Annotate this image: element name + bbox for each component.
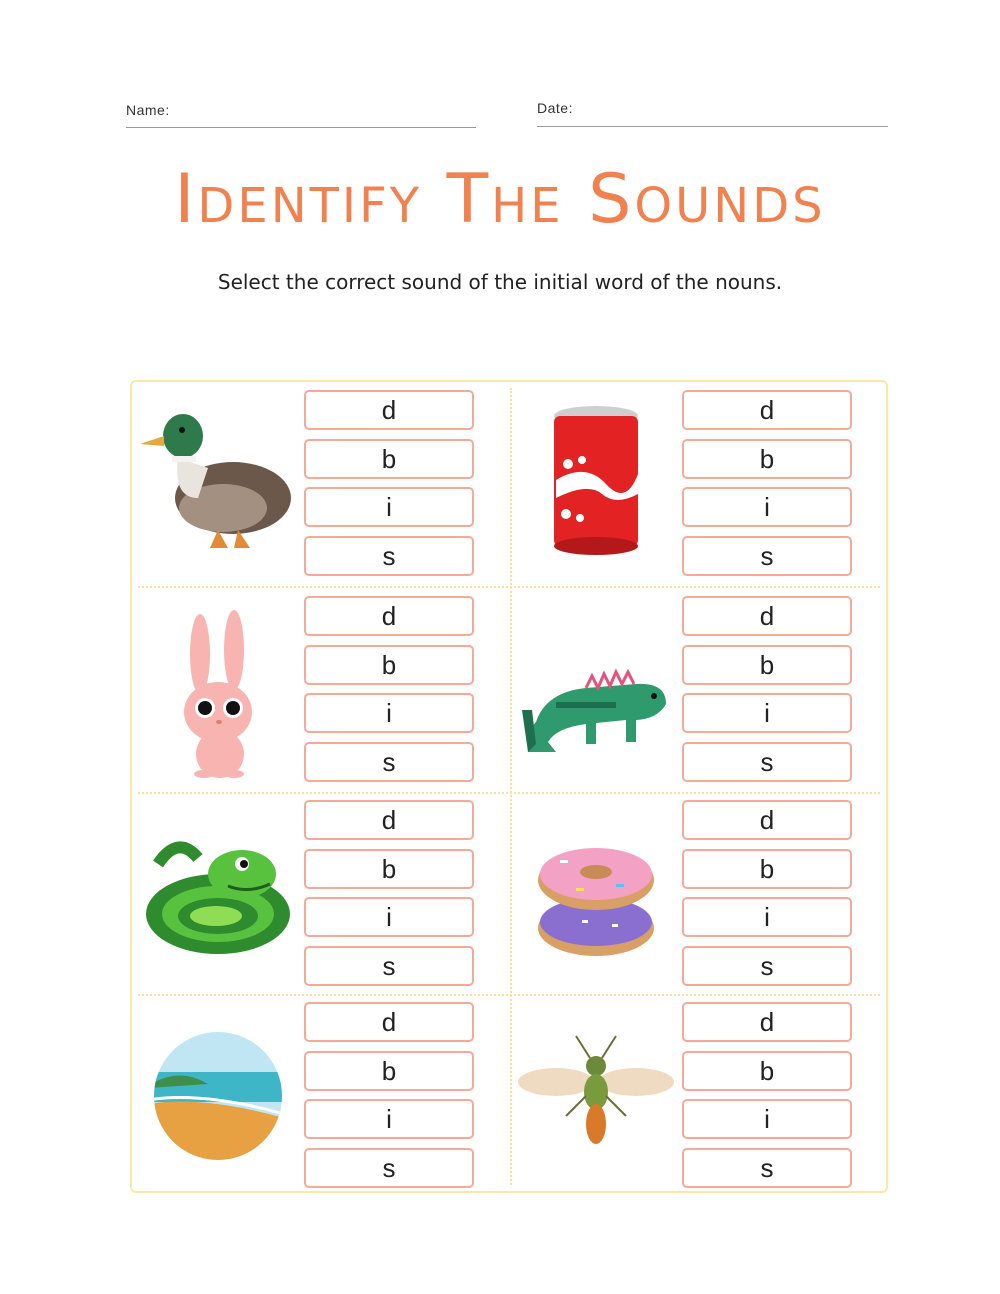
option-i[interactable]: i bbox=[304, 487, 474, 527]
option-group bbox=[304, 1002, 474, 1196]
exercise-item-2 bbox=[510, 382, 886, 586]
name-label: Name: bbox=[126, 102, 170, 118]
option-d[interactable]: d bbox=[304, 596, 474, 636]
option-i[interactable]: i bbox=[682, 897, 852, 937]
exercise-item-5 bbox=[132, 794, 508, 994]
option-d[interactable]: d bbox=[682, 390, 852, 430]
option-i[interactable]: i bbox=[682, 693, 852, 733]
option-d[interactable]: d bbox=[682, 596, 852, 636]
exercise-item-6 bbox=[510, 794, 886, 994]
duck-icon bbox=[138, 398, 298, 558]
insect-icon bbox=[516, 1026, 676, 1166]
option-i[interactable]: i bbox=[304, 693, 474, 733]
option-s[interactable]: s bbox=[304, 946, 474, 986]
option-b[interactable]: b bbox=[682, 849, 852, 889]
option-b[interactable]: b bbox=[304, 1051, 474, 1091]
exercise-grid bbox=[130, 380, 888, 1193]
option-d[interactable]: d bbox=[304, 1002, 474, 1042]
option-i[interactable]: i bbox=[682, 487, 852, 527]
exercise-item-1 bbox=[132, 382, 508, 586]
option-d[interactable]: d bbox=[304, 390, 474, 430]
bunny-icon bbox=[138, 604, 298, 784]
option-i[interactable]: i bbox=[682, 1099, 852, 1139]
option-i[interactable]: i bbox=[304, 897, 474, 937]
option-group bbox=[304, 800, 474, 994]
option-group bbox=[682, 1002, 852, 1196]
soda-can-icon bbox=[516, 402, 676, 562]
option-group bbox=[304, 390, 474, 584]
exercise-item-4 bbox=[510, 588, 886, 792]
date-field[interactable] bbox=[537, 126, 888, 127]
exercise-item-3 bbox=[132, 588, 508, 792]
option-s[interactable]: s bbox=[682, 536, 852, 576]
snake-icon bbox=[138, 824, 298, 964]
option-d[interactable]: d bbox=[304, 800, 474, 840]
option-b[interactable]: b bbox=[304, 849, 474, 889]
option-b[interactable]: b bbox=[682, 1051, 852, 1091]
option-s[interactable]: s bbox=[304, 1148, 474, 1188]
option-s[interactable]: s bbox=[304, 536, 474, 576]
iguana-icon bbox=[516, 632, 676, 762]
name-field[interactable] bbox=[126, 127, 476, 128]
option-group bbox=[682, 800, 852, 994]
option-b[interactable]: b bbox=[304, 439, 474, 479]
option-group bbox=[682, 390, 852, 584]
option-d[interactable]: d bbox=[682, 1002, 852, 1042]
option-b[interactable]: b bbox=[304, 645, 474, 685]
date-label: Date: bbox=[537, 100, 573, 116]
option-group bbox=[304, 596, 474, 790]
donuts-icon bbox=[516, 824, 676, 964]
option-group bbox=[682, 596, 852, 790]
exercise-item-8 bbox=[510, 996, 886, 1192]
option-s[interactable]: s bbox=[304, 742, 474, 782]
option-b[interactable]: b bbox=[682, 645, 852, 685]
exercise-item-7 bbox=[132, 996, 508, 1192]
option-s[interactable]: s bbox=[682, 1148, 852, 1188]
page-title: Identify The Sounds bbox=[174, 160, 826, 239]
option-i[interactable]: i bbox=[304, 1099, 474, 1139]
beach-icon bbox=[138, 1026, 298, 1166]
option-d[interactable]: d bbox=[682, 800, 852, 840]
option-s[interactable]: s bbox=[682, 742, 852, 782]
option-b[interactable]: b bbox=[682, 439, 852, 479]
page-subtitle: Select the correct sound of the initial word of the nouns. bbox=[217, 270, 783, 294]
option-s[interactable]: s bbox=[682, 946, 852, 986]
